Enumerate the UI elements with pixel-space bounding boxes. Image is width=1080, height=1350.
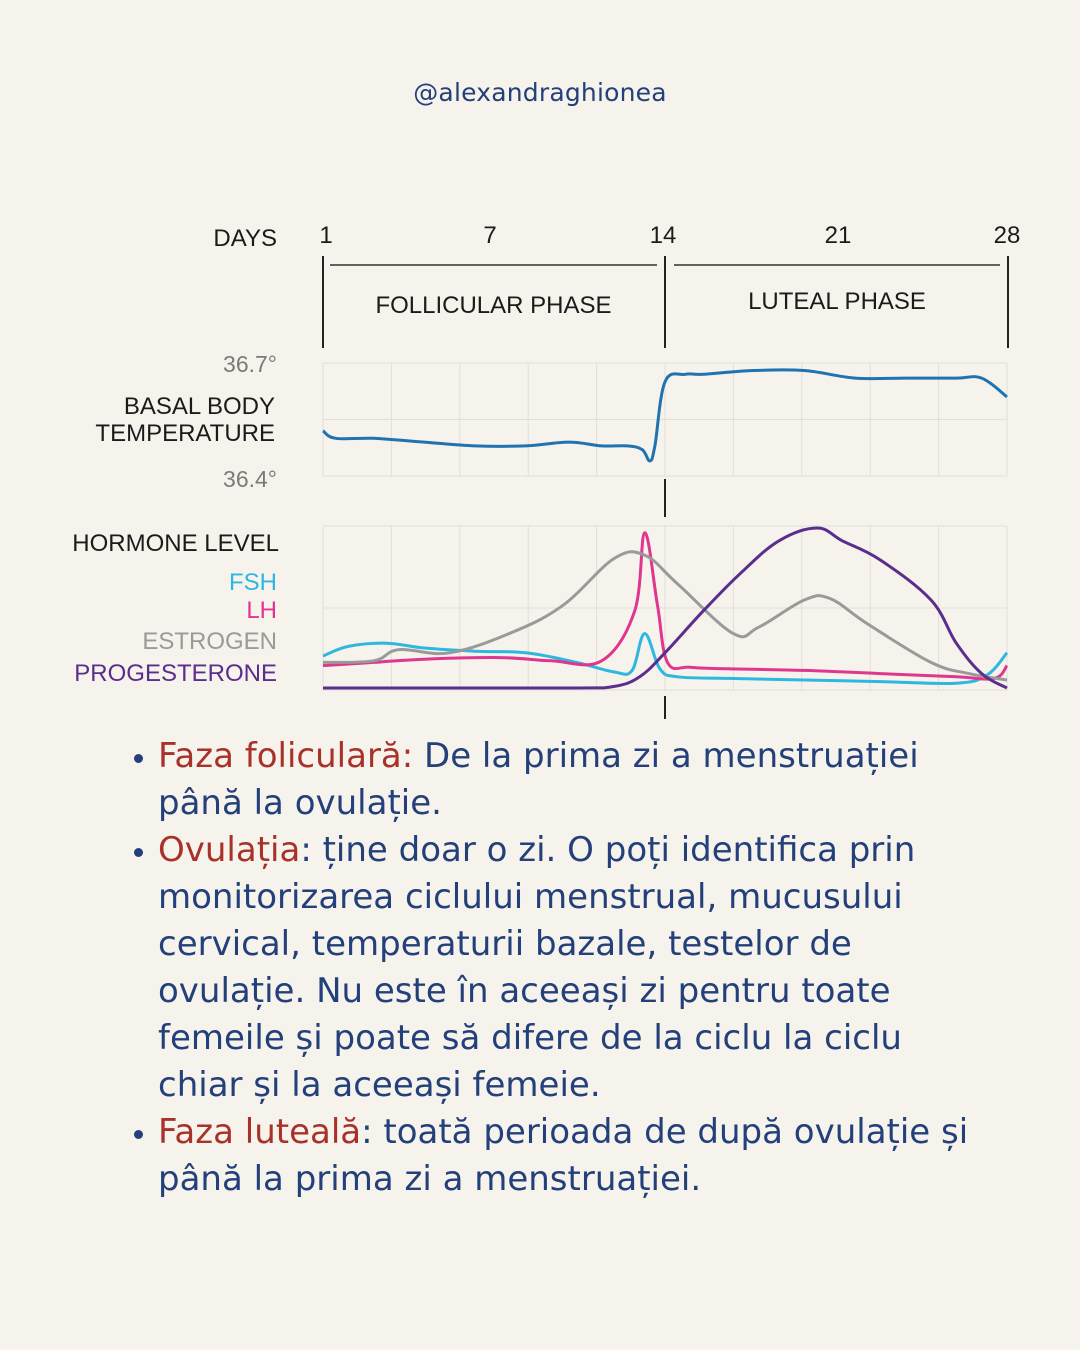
hormone-grid	[323, 526, 1007, 690]
days-label: DAYS	[213, 225, 277, 252]
note-term: Ovulația	[158, 830, 301, 870]
hormone-level-label: HORMONE LEVEL	[72, 530, 279, 557]
day-tick-label: 7	[483, 222, 497, 249]
note-ovulation	[158, 827, 988, 1109]
note-term: Faza luteală	[158, 1112, 362, 1152]
note-text: : ține doar o zi. O poți identifica prin monitorizarea ciclului menstrual, mucusului cervical, temperaturii bazale, testelor de ovulație. Nu este în aceeași zi pentru toate femeile și poate să difere de la ciclu la ciclu chiar și la aceeași femeie.	[158, 830, 916, 1105]
note-term: Faza foliculară:	[158, 736, 414, 776]
phase-notes-list	[118, 733, 988, 1203]
day-tick-label: 21	[824, 222, 852, 249]
phase-brackets	[323, 256, 1008, 348]
legend-item-lh: LH	[246, 597, 277, 624]
legend-item-estrogen: ESTROGEN	[142, 628, 277, 655]
bbt-y-bottom-label: 36.4°	[223, 466, 277, 492]
phase-label: LUTEAL PHASE	[748, 288, 926, 315]
day-tick-label: 14	[649, 222, 677, 249]
day-tick-label: 1	[319, 222, 333, 249]
day-tick-labels	[319, 222, 1020, 249]
bbt-y-top-label: 36.7°	[223, 351, 277, 377]
note-follicular	[158, 733, 988, 827]
note-luteal	[158, 1109, 988, 1203]
legend-item-progesterone: PROGESTERONE	[74, 660, 277, 687]
note-text: : toată perioada de după ovulație și până la prima zi a menstruației.	[158, 1112, 969, 1199]
note-text: De la prima zi a menstruației până la ovulație.	[158, 736, 919, 823]
bbt-label-line-2: TEMPERATURE	[95, 420, 275, 447]
day-tick-label: 28	[993, 222, 1021, 249]
author-handle: @alexandraghionea	[413, 78, 667, 107]
hormone-legend	[74, 569, 277, 687]
phase-label: FOLLICULAR PHASE	[375, 292, 612, 319]
bbt-label-line-1: BASAL BODY	[123, 393, 275, 420]
legend-item-fsh: FSH	[229, 569, 277, 596]
